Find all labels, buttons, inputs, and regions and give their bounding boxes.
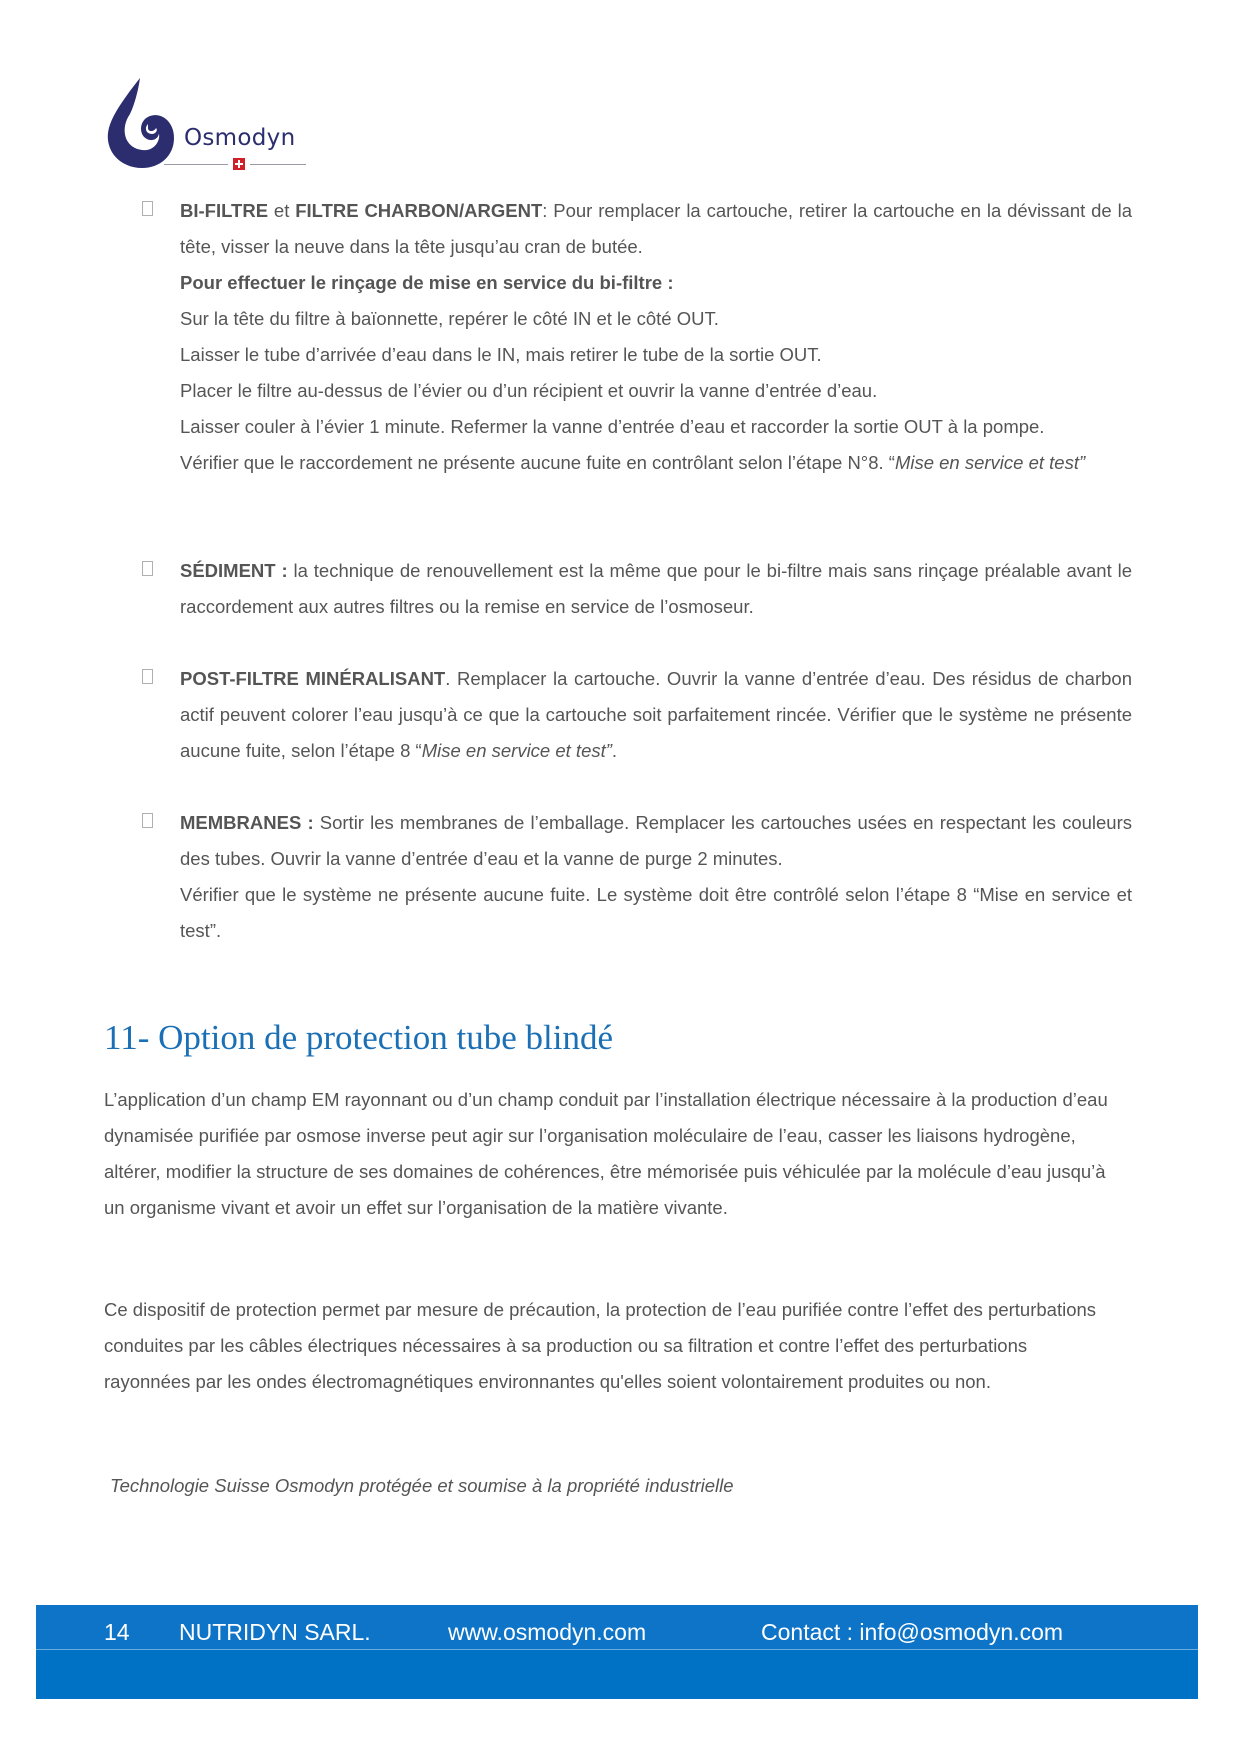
bullet-line [180, 445, 1132, 481]
italic-run: Mise en service et test” [894, 452, 1086, 473]
bullet-line [180, 373, 1132, 409]
text-run: : Pour remplacer la cartouche, retirer la cartouche en la dévissant de la tête, visser la neuve dans la tête jusqu’au cran de butée. [180, 200, 1132, 257]
bullet-line [180, 337, 1132, 373]
text-run: Vérifier que le raccordement ne présente aucune fuite en contrôlant selon l’étape N°8. “ [180, 452, 895, 473]
text-run: Laisser le tube d’arrivée d’eau dans le IN, mais retirer le tube de la sortie OUT. [180, 344, 822, 365]
italic-run: Mise en service et test” [421, 740, 612, 761]
logo-divider-right [250, 164, 306, 165]
bullet-bi-filtre [142, 193, 1142, 481]
text-run: la technique de renouvellement est la même que pour le bi-filtre mais sans rinçage préalable avant le raccordement aux autres filtres ou la remise en service de l’osmoseur. [180, 560, 1132, 617]
text-run: . [611, 740, 618, 761]
bullet-line [180, 877, 1132, 949]
bullet-box-icon [142, 201, 153, 216]
bullet-body [180, 661, 1132, 769]
bold-run: POST-FILTRE MINÉRALISANT [180, 668, 446, 689]
water-drop-swirl-icon [104, 76, 178, 172]
bullet-box-icon [142, 561, 153, 576]
bold-run: BI-FILTRE [180, 200, 269, 221]
bullet-box-icon [142, 669, 153, 684]
bullet-line [180, 805, 1132, 877]
text-run: Laisser couler à l’évier 1 minute. Refermer la vanne d’entrée d’eau et raccorder la sortie OUT à la pompe. [180, 416, 1045, 437]
bullet-line [180, 661, 1132, 769]
bullet-line [180, 409, 1132, 445]
website-link[interactable]: www.osmodyn.com [448, 1619, 647, 1645]
bullet-line [180, 265, 1132, 301]
text-run: Vérifier que le système ne présente aucune fuite. Le système doit être contrôlé selon l’étape 8 “Mise en service et test”. [180, 884, 1132, 941]
bold-run: MEMBRANES : [180, 812, 314, 833]
bullet-body [180, 805, 1132, 949]
section-paragraph-2: Ce dispositif de protection permet par mesure de précaution, la protection de l’eau purifiée contre l’effet des perturbations conduites par les câbles électriques nécessaires à sa production ou sa filtration et contre l’effet des perturbations rayonnées par les ondes électromagnétiques environnantes qu'elles soient volontairement produites ou non. [104, 1299, 1097, 1392]
text-run: Placer le filtre au-dessus de l’évier ou d’un récipient et ouvrir la vanne d’entrée d’eau. [180, 380, 878, 401]
page-footer [36, 1605, 1198, 1699]
bullet-line [180, 301, 1132, 337]
brand-name: Osmodyn [184, 125, 296, 151]
section-paragraph-1: L’application d’un champ EM rayonnant ou d’un champ conduit par l’installation électrique nécessaire à la production d’eau dynamisée purifiée par osmose inverse peut agir sur l’organisation moléculaire de l’eau, casser les liaisons hydrogène, altérer, modifier la structure de ses domaines de cohérences, être mémorisée puis véhiculée par la molécule d’eau jusqu’à un organisme vivant et avoir un effet sur l’organisation de la matière vivante. [104, 1089, 1108, 1218]
text-run: Sur la tête du filtre à baïonnette, repérer le côté IN et le côté OUT. [180, 308, 719, 329]
page-number: 14 [104, 1619, 130, 1645]
contact-email[interactable]: Contact : info@osmodyn.com [761, 1619, 1064, 1645]
bold-run: SÉDIMENT : [180, 560, 288, 581]
text-run: et [268, 200, 296, 221]
bullet-line [180, 553, 1132, 625]
bullet-body [180, 553, 1132, 625]
bullet-body [180, 193, 1132, 481]
bullet-box-icon [142, 813, 153, 828]
company-name: NUTRIDYN SARL. [179, 1619, 371, 1645]
bold-run: Pour effectuer le rinçage de mise en service du bi-filtre : [180, 272, 674, 293]
bullet-line [180, 193, 1132, 265]
logo-divider-left [164, 164, 228, 165]
osmodyn-logo [104, 76, 304, 176]
section-heading: 11- Option de protection tube blindé [104, 1018, 614, 1057]
bullet-membranes [142, 805, 1142, 949]
text-run: . Remplacer la cartouche. Ouvrir la vanne d’entrée d’eau. Des résidus de charbon actif peuvent colorer l’eau jusqu’à ce que la cartouche soit parfaitement rincée. Vérifier que le système ne présente aucune fuite, selon l’étape 8 “ [180, 668, 1132, 761]
bullet-post-filtre [142, 661, 1142, 769]
text-run: Sortir les membranes de l’emballage. Remplacer les cartouches usées en respectant les couleurs des tubes. Ouvrir la vanne d’entrée d’eau et la vanne de purge 2 minutes. [180, 812, 1132, 869]
bold-run: FILTRE CHARBON/ARGENT [295, 200, 543, 221]
industrial-property-note: Technologie Suisse Osmodyn protégée et soumise à la propriété industrielle [110, 1475, 734, 1496]
swiss-flag-icon [233, 158, 245, 170]
bullet-sediment [142, 553, 1142, 625]
